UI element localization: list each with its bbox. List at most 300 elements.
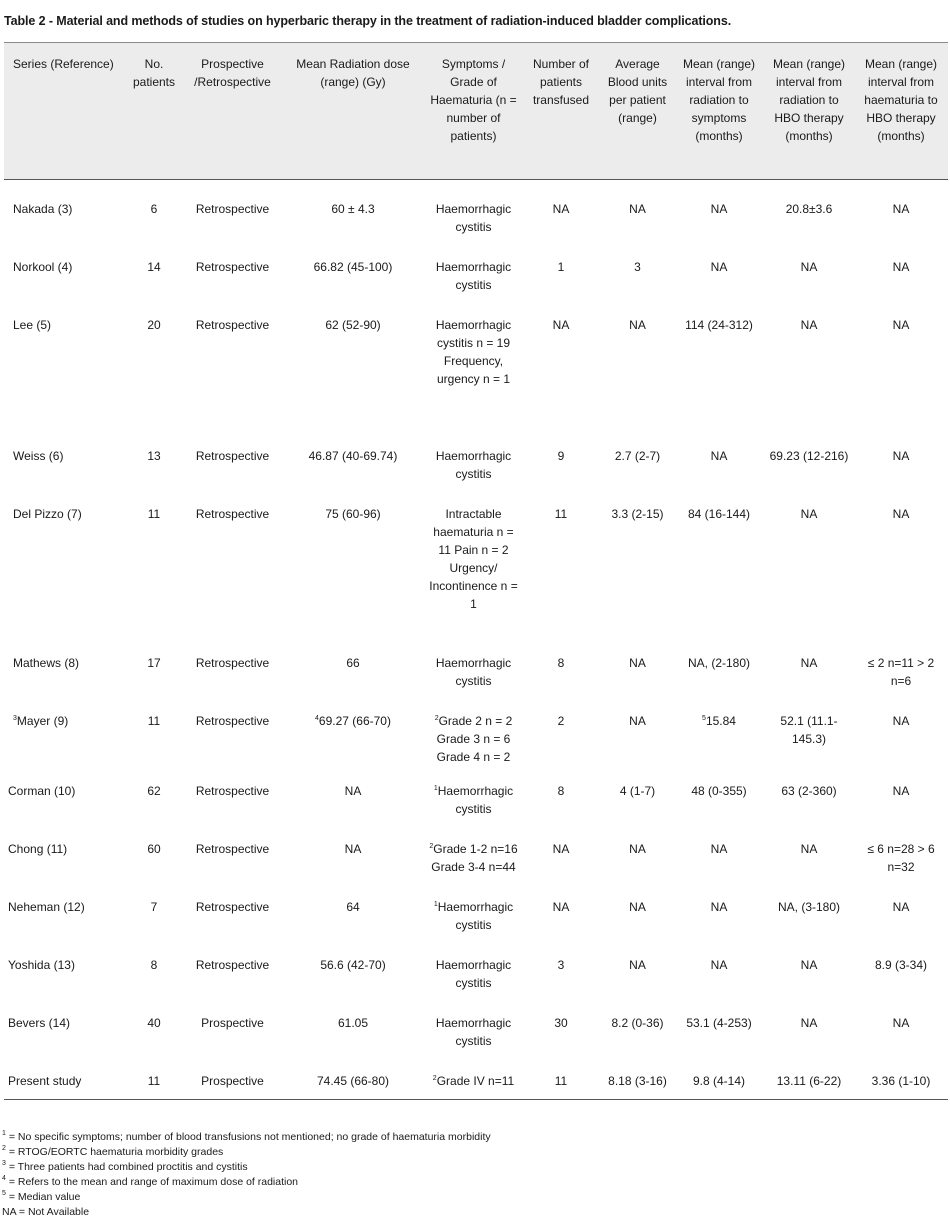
cell-radiation-to-hbo-text: NA <box>800 317 818 332</box>
footnote-text: NA = Not Available <box>2 1206 90 1218</box>
cell-blood-units-text: NA <box>629 841 646 856</box>
cell-blood-units <box>601 427 674 485</box>
cell-haematuria-to-hbo <box>854 824 948 882</box>
cell-radiation-dose-text: 60 ± 4.3 <box>331 202 375 216</box>
cell-symptoms <box>426 824 521 882</box>
cell-transfused-text: 2 <box>557 713 565 728</box>
cell-patients-text: 62 <box>147 783 161 798</box>
footnote <box>2 1130 491 1145</box>
cell-series-text: Chong (11) <box>8 841 68 856</box>
cell-study-type <box>185 882 280 940</box>
cell-study-type <box>185 692 280 766</box>
cell-radiation-to-symptoms-text: 48 (0-355) <box>691 783 747 798</box>
cell-haematuria-to-hbo-text: NA <box>892 1015 910 1030</box>
cell-series <box>4 427 123 485</box>
cell-radiation-to-symptoms-text: 84 (16-144) <box>687 506 751 521</box>
cell-study-type-text: Retrospective <box>195 317 270 332</box>
cell-radiation-dose <box>280 882 426 940</box>
cell-patients <box>123 427 185 485</box>
cell-patients <box>123 238 185 296</box>
cell-transfused <box>521 766 601 824</box>
table-row <box>4 998 948 1056</box>
cell-transfused-text: 30 <box>554 1015 568 1030</box>
cell-haematuria-to-hbo-text: NA <box>892 317 910 332</box>
footnote-number: 1 <box>2 1130 6 1137</box>
table-row <box>4 824 948 882</box>
cell-haematuria-to-hbo-text: NA <box>892 899 910 914</box>
cell-transfused <box>521 485 601 634</box>
cell-series-text: Del Pizzo (7) <box>13 506 82 521</box>
cell-symptoms-text: Grade 1-2 n=16 Grade 3-4 n=44 <box>431 841 518 874</box>
cell-patients-text: 60 <box>147 841 161 856</box>
cell-radiation-to-hbo-text: 69.23 (12-216) <box>769 448 849 463</box>
footnote-text: = Three patients had combined proctitis and cystitis <box>5 1161 248 1173</box>
cell-haematuria-to-hbo <box>854 296 948 427</box>
cell-radiation-dose <box>280 1056 426 1100</box>
cell-symptoms <box>426 634 521 692</box>
footnote-text: = RTOG/EORTC haematuria morbidity grades <box>5 1146 224 1158</box>
table-row <box>4 1056 948 1100</box>
cell-series <box>4 296 123 427</box>
cell-transfused-text: 11 <box>554 506 568 521</box>
footnote-number: 2 <box>2 1145 6 1152</box>
cell-haematuria-to-hbo <box>854 427 948 485</box>
table-row <box>4 766 948 824</box>
table-row <box>4 692 948 766</box>
cell-blood-units <box>601 692 674 766</box>
cell-study-type <box>185 485 280 634</box>
cell-patients <box>123 1056 185 1100</box>
cell-transfused-text: NA <box>552 202 570 216</box>
cell-patients-text: 14 <box>147 259 161 274</box>
cell-transfused-text: NA <box>552 317 570 332</box>
cell-transfused <box>521 1056 601 1100</box>
header-transfused: Number of patients transfused <box>521 43 601 180</box>
cell-radiation-dose <box>280 766 426 824</box>
cell-radiation-dose-text: 56.6 (42-70) <box>320 957 386 972</box>
footnote-text: = Median value <box>5 1191 81 1203</box>
cell-radiation-dose-text: 61.05 <box>337 1015 369 1030</box>
cell-haematuria-to-hbo-text: ≤ 6 n=28 > 6 n=32 <box>867 841 935 874</box>
cell-haematuria-to-hbo <box>854 766 948 824</box>
cell-radiation-to-hbo <box>764 882 854 940</box>
cell-blood-units <box>601 998 674 1056</box>
cell-radiation-dose <box>280 485 426 634</box>
cell-blood-units <box>601 766 674 824</box>
footnotes <box>2 1130 491 1220</box>
cell-study-type <box>185 1056 280 1100</box>
cell-study-type-text: Retrospective <box>195 259 270 274</box>
cell-series-text: Corman (10) <box>8 783 76 798</box>
cell-study-type <box>185 766 280 824</box>
cell-symptoms-text: Haemorrhagic cystitis <box>435 202 512 234</box>
cell-symptoms <box>426 296 521 427</box>
cell-patients-text: 11 <box>147 506 161 521</box>
cell-radiation-to-symptoms-text: NA <box>710 957 728 972</box>
studies-table <box>4 42 948 1100</box>
cell-radiation-to-symptoms <box>674 824 764 882</box>
cell-blood-units <box>601 634 674 692</box>
cell-symptoms-text: Haemorrhagic cystitis <box>435 1015 512 1048</box>
cell-radiation-to-hbo <box>764 238 854 296</box>
cell-radiation-to-symptoms <box>674 485 764 634</box>
cell-radiation-to-symptoms-text: 114 (24-312) <box>685 317 753 332</box>
cell-transfused-text: 1 <box>557 259 565 274</box>
cell-radiation-to-symptoms-text: NA, (2-180) <box>687 655 751 670</box>
cell-study-type <box>185 180 280 238</box>
cell-radiation-dose <box>280 634 426 692</box>
cell-study-type-text: Retrospective <box>195 783 270 798</box>
cell-blood-units-text: 8.18 (3-16) <box>608 1073 667 1088</box>
cell-patients-text: 7 <box>150 899 158 914</box>
cell-study-type-text: Retrospective <box>195 957 270 972</box>
cell-transfused-text: 3 <box>557 957 565 972</box>
footnote <box>2 1145 491 1160</box>
cell-study-type-text: Retrospective <box>195 506 270 521</box>
cell-radiation-to-hbo-text: 63 (2-360) <box>781 783 837 798</box>
cell-haematuria-to-hbo <box>854 180 948 238</box>
cell-haematuria-to-hbo <box>854 998 948 1056</box>
cell-transfused <box>521 882 601 940</box>
cell-study-type-text: Retrospective <box>195 202 270 216</box>
cell-transfused <box>521 634 601 692</box>
footnote-number: 3 <box>2 1160 6 1167</box>
cell-radiation-to-hbo <box>764 180 854 238</box>
cell-haematuria-to-hbo-text: NA <box>892 506 910 521</box>
cell-series <box>4 766 123 824</box>
table-row <box>4 180 948 238</box>
cell-blood-units <box>601 824 674 882</box>
header-haematuria-to-hbo: Mean (range) interval from haematuria to HBO therapy (months) <box>854 43 948 180</box>
footnote-marker: 1 <box>433 784 438 792</box>
header-study-type: Prospective /Retrospective <box>185 43 280 180</box>
table-caption: Table 2 - Material and methods of studies on hyperbaric therapy in the treatment of radiation-induced bladder complications. <box>4 14 732 28</box>
cell-transfused <box>521 824 601 882</box>
cell-series-text: Nakada (3) <box>13 202 73 216</box>
cell-symptoms-text: Haemorrhagic cystitis <box>435 957 512 990</box>
cell-radiation-dose <box>280 427 426 485</box>
cell-transfused-text: 8 <box>557 783 565 798</box>
cell-haematuria-to-hbo-text: NA <box>892 259 910 274</box>
cell-study-type-text: Retrospective <box>195 841 270 856</box>
cell-blood-units-text: 4 (1-7) <box>619 783 656 798</box>
footnote-number: 4 <box>2 1175 6 1182</box>
cell-symptoms <box>426 882 521 940</box>
table-row <box>4 882 948 940</box>
cell-radiation-to-symptoms <box>674 998 764 1056</box>
cell-radiation-dose-text: 62 (52-90) <box>325 317 381 332</box>
footnote <box>2 1175 491 1190</box>
table-row <box>4 485 948 634</box>
footnote-number: 5 <box>2 1190 6 1197</box>
cell-radiation-dose-text: NA <box>344 841 362 856</box>
cell-patients-text: 8 <box>150 957 158 972</box>
header-radiation-dose: Mean Radiation dose (range) (Gy) <box>280 43 426 180</box>
cell-patients-text: 6 <box>150 202 158 216</box>
cell-haematuria-to-hbo <box>854 485 948 634</box>
cell-radiation-to-symptoms-text: 9.8 (4-14) <box>692 1073 746 1088</box>
cell-blood-units <box>601 485 674 634</box>
cell-symptoms <box>426 427 521 485</box>
cell-symptoms <box>426 766 521 824</box>
cell-symptoms-text: Haemorrhagic cystitis <box>435 259 512 292</box>
cell-patients <box>123 766 185 824</box>
cell-symptoms <box>426 1056 521 1100</box>
cell-radiation-dose <box>280 824 426 882</box>
cell-radiation-to-symptoms-text: 15.84 <box>705 713 736 728</box>
cell-patients <box>123 634 185 692</box>
cell-patients <box>123 296 185 427</box>
cell-series-text: Norkool (4) <box>13 259 73 274</box>
cell-series-text: Present study <box>8 1073 82 1088</box>
footnote <box>2 1160 491 1175</box>
cell-transfused <box>521 238 601 296</box>
cell-symptoms-text: Intractable haematuria n = 11 Pain n = 2 Urgency/ Incontinence n = 1 <box>429 506 518 611</box>
cell-radiation-dose <box>280 296 426 427</box>
cell-study-type-text: Prospective <box>201 1015 264 1030</box>
table-row <box>4 634 948 692</box>
cell-radiation-to-symptoms-text: NA <box>710 899 728 914</box>
cell-study-type <box>185 824 280 882</box>
cell-radiation-to-hbo-text: NA <box>800 655 818 670</box>
cell-haematuria-to-hbo-text: NA <box>892 783 910 798</box>
footnote-marker: 5 <box>702 714 706 722</box>
cell-patients <box>123 998 185 1056</box>
cell-radiation-to-hbo-text: NA <box>800 1015 818 1030</box>
cell-radiation-to-symptoms <box>674 238 764 296</box>
cell-radiation-to-symptoms <box>674 692 764 766</box>
header-patients: No. patients <box>123 43 185 180</box>
cell-radiation-to-hbo <box>764 766 854 824</box>
cell-radiation-to-hbo-text: NA <box>800 259 818 274</box>
cell-radiation-to-symptoms <box>674 296 764 427</box>
cell-symptoms <box>426 998 521 1056</box>
cell-radiation-to-hbo-text: 13.11 (6-22) <box>776 1073 842 1088</box>
cell-patients-text: 11 <box>147 1073 161 1088</box>
header-series: Series (Reference) <box>4 43 123 180</box>
cell-blood-units-text: 3 <box>634 259 641 274</box>
cell-series-text: Bevers (14) <box>8 1015 71 1030</box>
cell-blood-units-text: NA <box>629 899 646 914</box>
footnote-marker: 2 <box>434 714 439 722</box>
cell-series <box>4 1056 123 1100</box>
cell-series <box>4 634 123 692</box>
cell-symptoms-text: Haemorrhagic cystitis <box>435 448 512 481</box>
cell-transfused-text: 8 <box>557 655 565 670</box>
cell-transfused <box>521 180 601 238</box>
cell-radiation-dose-text: 66 <box>346 655 360 670</box>
cell-patients <box>123 180 185 238</box>
cell-radiation-dose <box>280 180 426 238</box>
cell-series <box>4 882 123 940</box>
cell-patients <box>123 692 185 766</box>
cell-study-type-text: Retrospective <box>195 448 270 463</box>
cell-haematuria-to-hbo <box>854 882 948 940</box>
cell-radiation-dose <box>280 940 426 998</box>
cell-study-type-text: Retrospective <box>195 713 270 728</box>
header-radiation-to-symptoms: Mean (range) interval from radiation to symptoms (months) <box>674 43 764 180</box>
cell-radiation-to-hbo-text: NA <box>800 506 818 521</box>
header-radiation-to-hbo: Mean (range) interval from radiation to HBO therapy (months) <box>764 43 854 180</box>
cell-radiation-to-symptoms <box>674 634 764 692</box>
table-row <box>4 296 948 427</box>
cell-radiation-to-hbo <box>764 485 854 634</box>
footnote <box>2 1205 491 1220</box>
cell-blood-units-text: 2.7 (2-7) <box>614 448 661 463</box>
cell-symptoms <box>426 940 521 998</box>
cell-symptoms-text: Haemorrhagic cystitis <box>437 783 514 816</box>
cell-study-type-text: Retrospective <box>195 655 270 670</box>
cell-blood-units <box>601 180 674 238</box>
cell-radiation-dose <box>280 692 426 766</box>
cell-blood-units <box>601 296 674 427</box>
cell-blood-units <box>601 1056 674 1100</box>
cell-haematuria-to-hbo-text: ≤ 2 n=11 > 2 n=6 <box>867 655 935 688</box>
cell-radiation-dose <box>280 238 426 296</box>
cell-radiation-to-hbo-text: NA <box>800 957 818 972</box>
cell-patients <box>123 940 185 998</box>
cell-radiation-to-hbo-text: 52.1 (11.1-145.3) <box>780 713 838 746</box>
cell-study-type <box>185 296 280 427</box>
cell-radiation-to-hbo <box>764 824 854 882</box>
cell-blood-units-text: 8.2 (0-36) <box>611 1015 664 1030</box>
table-body <box>4 180 948 1100</box>
cell-haematuria-to-hbo-text: 3.36 (1-10) <box>871 1073 931 1088</box>
cell-radiation-to-symptoms-text: NA <box>710 841 728 856</box>
cell-patients-text: 20 <box>147 317 161 332</box>
cell-series-text: Mathews (8) <box>13 655 80 670</box>
cell-blood-units-text: 3.3 (2-15) <box>611 506 664 521</box>
footnote-marker: 4 <box>315 714 319 722</box>
cell-transfused <box>521 692 601 766</box>
cell-radiation-to-hbo-text: NA <box>800 841 818 856</box>
cell-symptoms <box>426 238 521 296</box>
cell-series <box>4 238 123 296</box>
cell-symptoms-text: Grade 2 n = 2 Grade 3 n = 6 Grade 4 n = 2 <box>436 713 513 764</box>
cell-radiation-to-symptoms <box>674 427 764 485</box>
cell-patients-text: 17 <box>147 655 161 670</box>
header-blood-units: Average Blood units per patient (range) <box>601 43 674 180</box>
cell-series <box>4 180 123 238</box>
cell-radiation-to-hbo <box>764 1056 854 1100</box>
table-row <box>4 940 948 998</box>
cell-haematuria-to-hbo <box>854 1056 948 1100</box>
footnote-marker: 3 <box>13 714 17 722</box>
table-row <box>4 238 948 296</box>
header-row <box>4 43 948 180</box>
cell-blood-units <box>601 940 674 998</box>
cell-series-text: Yoshida (13) <box>8 957 75 972</box>
cell-radiation-to-symptoms <box>674 766 764 824</box>
cell-haematuria-to-hbo <box>854 238 948 296</box>
cell-haematuria-to-hbo-text: 8.9 (3-34) <box>874 957 928 972</box>
cell-radiation-dose-text: NA <box>344 783 362 798</box>
cell-radiation-to-symptoms <box>674 180 764 238</box>
cell-transfused <box>521 296 601 427</box>
cell-radiation-to-symptoms <box>674 1056 764 1100</box>
footnote <box>2 1190 491 1205</box>
cell-haematuria-to-hbo <box>854 634 948 692</box>
cell-haematuria-to-hbo-text: NA <box>892 202 910 216</box>
cell-study-type <box>185 940 280 998</box>
footnote-text: = Refers to the mean and range of maximum dose of radiation <box>5 1176 299 1188</box>
cell-blood-units-text: NA <box>629 317 646 332</box>
cell-radiation-to-hbo <box>764 427 854 485</box>
cell-study-type <box>185 427 280 485</box>
cell-radiation-dose-text: 69.27 (66-70) <box>318 713 391 728</box>
cell-study-type-text: Prospective <box>201 1073 264 1088</box>
cell-patients-text: 13 <box>147 448 161 463</box>
cell-radiation-to-symptoms <box>674 940 764 998</box>
cell-patients-text: 40 <box>147 1015 161 1030</box>
cell-symptoms <box>426 180 521 238</box>
cell-transfused <box>521 427 601 485</box>
cell-radiation-dose-text: 74.45 (66-80) <box>316 1073 390 1088</box>
cell-patients <box>123 485 185 634</box>
cell-radiation-dose <box>280 998 426 1056</box>
cell-symptoms-text: Haemorrhagic cystitis n = 19 Frequency, urgency n = 1 <box>435 317 512 386</box>
cell-series-text: Neheman (12) <box>8 899 85 914</box>
cell-radiation-dose-text: 75 (60-96) <box>325 506 381 521</box>
cell-blood-units <box>601 882 674 940</box>
cell-patients <box>123 824 185 882</box>
cell-blood-units-text: NA <box>629 202 646 216</box>
cell-study-type <box>185 998 280 1056</box>
footnote-text: = No specific symptoms; number of blood transfusions not mentioned; no grade of haematuria morbidity <box>5 1131 491 1143</box>
cell-series <box>4 998 123 1056</box>
header-symptoms: Symptoms / Grade of Haematuria (n = number of patients) <box>426 43 521 180</box>
cell-radiation-dose-text: 46.87 (40-69.74) <box>308 448 398 463</box>
cell-radiation-to-hbo-text: NA, (3-180) <box>777 899 841 914</box>
cell-series <box>4 940 123 998</box>
cell-radiation-to-symptoms-text: NA <box>710 448 728 463</box>
cell-study-type <box>185 238 280 296</box>
footnote-marker: 2 <box>429 842 434 850</box>
cell-radiation-to-symptoms-text: NA <box>710 259 728 274</box>
cell-radiation-dose-text: 66.82 (45-100) <box>313 259 393 274</box>
cell-blood-units-text: NA <box>629 655 646 670</box>
cell-blood-units-text: NA <box>629 957 646 972</box>
cell-study-type <box>185 634 280 692</box>
cell-symptoms <box>426 485 521 634</box>
cell-haematuria-to-hbo <box>854 692 948 766</box>
cell-series <box>4 692 123 766</box>
cell-symptoms-text: Haemorrhagic cystitis <box>437 899 514 932</box>
cell-series <box>4 824 123 882</box>
cell-patients-text: 11 <box>147 713 161 728</box>
cell-study-type-text: Retrospective <box>195 899 270 914</box>
table-row <box>4 427 948 485</box>
cell-blood-units-text: NA <box>629 713 646 728</box>
cell-symptoms <box>426 692 521 766</box>
cell-series-text: Weiss (6) <box>13 448 64 463</box>
cell-radiation-dose-text: 64 <box>346 899 360 914</box>
cell-transfused-text: 11 <box>554 1073 568 1088</box>
cell-radiation-to-hbo <box>764 998 854 1056</box>
cell-series <box>4 485 123 634</box>
cell-radiation-to-symptoms-text: NA <box>710 202 728 216</box>
cell-radiation-to-symptoms <box>674 882 764 940</box>
cell-blood-units <box>601 238 674 296</box>
cell-series-text: Mayer (9) <box>16 713 69 728</box>
cell-radiation-to-hbo-text: 20.8±3.6 <box>785 202 833 216</box>
cell-radiation-to-hbo <box>764 940 854 998</box>
cell-transfused <box>521 998 601 1056</box>
footnote-marker: 2 <box>432 1074 437 1082</box>
cell-radiation-to-hbo <box>764 692 854 766</box>
cell-symptoms-text: Haemorrhagic cystitis <box>435 655 512 688</box>
cell-haematuria-to-hbo <box>854 940 948 998</box>
